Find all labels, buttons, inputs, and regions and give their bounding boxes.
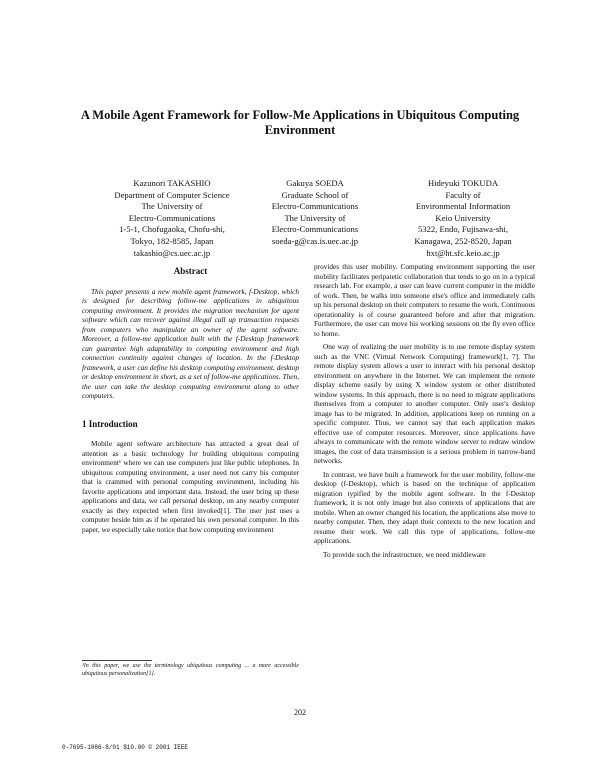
page-number: 202	[294, 708, 306, 717]
author-address: 5322, Endo, Fujisawa-shi,	[418, 224, 508, 235]
body-paragraph: To provide such the infrastructure, we need middleware	[323, 549, 486, 559]
author-address: Tokyo, 182-8585, Japan	[130, 235, 214, 246]
copyright-line: 0-7695-1086-8/01 $10.00 © 2001 IEEE	[62, 744, 189, 751]
paper-title: A Mobile Agent Framework for Follow-Me Applications in Ubiquitous Computing Environment	[80, 108, 520, 137]
author-name: Kazunori TAKASHIO	[133, 178, 211, 188]
footnote: ¹In this paper, we use the terminology ubiquitous computing ... a more accessible ubiquitous personalization[1].	[82, 663, 299, 677]
body-paragraph: One way of realizing the user mobility is to use remote display system such as the VNC (Virtual Network Computing) framework[1, 7]. The remote display system allows a user to interact with his personal desktop environment on anywhere in the Internet. We can implement the remote display scheme easily by using X window system or other distributed window systems. In this approach, there is no need to migrate applications themselves from a computer to another computer. Only user's desktop image has to be migrated. In addition, applications keep on running on a specific computer. Thus, we cannot say that each application makes effective use of computer resources. Moreover, since applications have always to communicate with the remote window server to redraw window images, the cost of data transmission is a serious problem in narrow-band networks.	[314, 342, 535, 465]
author-affiliation: Environmental Information	[415, 201, 511, 212]
author-name: Gakuya SOEDA	[286, 178, 344, 188]
author-affiliation: Electro-Communications	[271, 201, 359, 212]
author-email: takashio@cs.uec.ac.jp	[133, 247, 211, 258]
author-affiliation: The University of	[141, 201, 203, 212]
right-column	[314, 262, 535, 559]
author-affiliation: Department of Computer Science	[114, 189, 230, 200]
abstract-heading: Abstract	[173, 266, 208, 276]
author-email: hxt@ht.sfc.keio.ac.jp	[426, 247, 500, 258]
body-paragraph: In contrast, we have built a framework for the user mobility, follow-me desktop (f-Desktop), which is based on the technique of application migration typified by the mobile agent software. In the f-Desktop framework, it is not only image but also contexts of applications that are mobile. When an owner changed his location, the applications also move to nearby computer. Then, they adapt their contexts to the new location and resume their work. We call this type of applications, follow-me applications.	[314, 469, 535, 545]
body-paragraph: provides this user mobility. Computing environment supporting the user mobility facilitates peripatetic collaboration that tends to go on in a typical research lab. For example, a user can leave current computer in the middle of work. Then, he walks into someone else's office and immediately calls up his personal desktop on their computers to resume the work. Continuous operationality is of course guaranteed before and after that migration. Furthermore, the user can move his working sessions on the fly even office to home.	[314, 262, 535, 338]
author-block	[378, 178, 548, 259]
body-paragraph: Mobile agent software architecture has attracted a great deal of attention as a basic technology for building ubiquitous computing environment¹ where we can use computers just like public telephones. In ubiquitous computing environment, a user need not carry his computer that is crammed with personal computing environment, including his favorite applications and important data. Instead, the user bring up these applications and data, we call personal desktop, on any nearby computer exactly as they expected when first invoked[1]. The user just uses a computer beside him as if he operated his own personal computer. In this paper, we especially take notice that how computing environment	[82, 439, 299, 534]
author-affiliation: Faculty of	[445, 189, 481, 200]
author-email: soeda-g@cas.is.uec.ac.jp	[271, 235, 359, 246]
author-affiliation: Graduate School of	[281, 189, 349, 200]
left-column	[82, 263, 299, 534]
section-heading: 1 Introduction	[82, 418, 138, 429]
author-affiliation: Electro-Communications	[271, 224, 359, 235]
author-block	[82, 178, 262, 259]
author-affiliation: Electro-Communications	[128, 212, 216, 223]
author-address: 1-5-1, Chofugaoka, Chofu-shi,	[119, 224, 225, 235]
author-affiliation: Keio University	[435, 212, 491, 223]
author-name: Hideyuki TOKUDA	[427, 178, 499, 188]
author-address: Kanagawa, 252-8520, Japan	[414, 235, 512, 246]
author-block	[240, 178, 390, 248]
footnote-rule	[82, 660, 152, 661]
abstract-text: This paper presents a new mobile agent framework, f-Desktop, which is designed for describing follow-me applications in ubiquitous computing environment. It provides the migration mechanism for agent software which can recover against illegal call up transaction requests from computers who manipulate an owner of the agent software. Moreover, a follow-me application built with the f-Desktop framework can guarantee high adaptability to computing environment and high connection continuity against changes of location. In the f-Desktop framework, a user can define his desktop computing environment, desktop or desktop environment in short, as a set of follow-me applications. Then, the user can take the desktop computing environment along to other computers.	[82, 286, 299, 400]
author-affiliation: The University of	[284, 212, 346, 223]
